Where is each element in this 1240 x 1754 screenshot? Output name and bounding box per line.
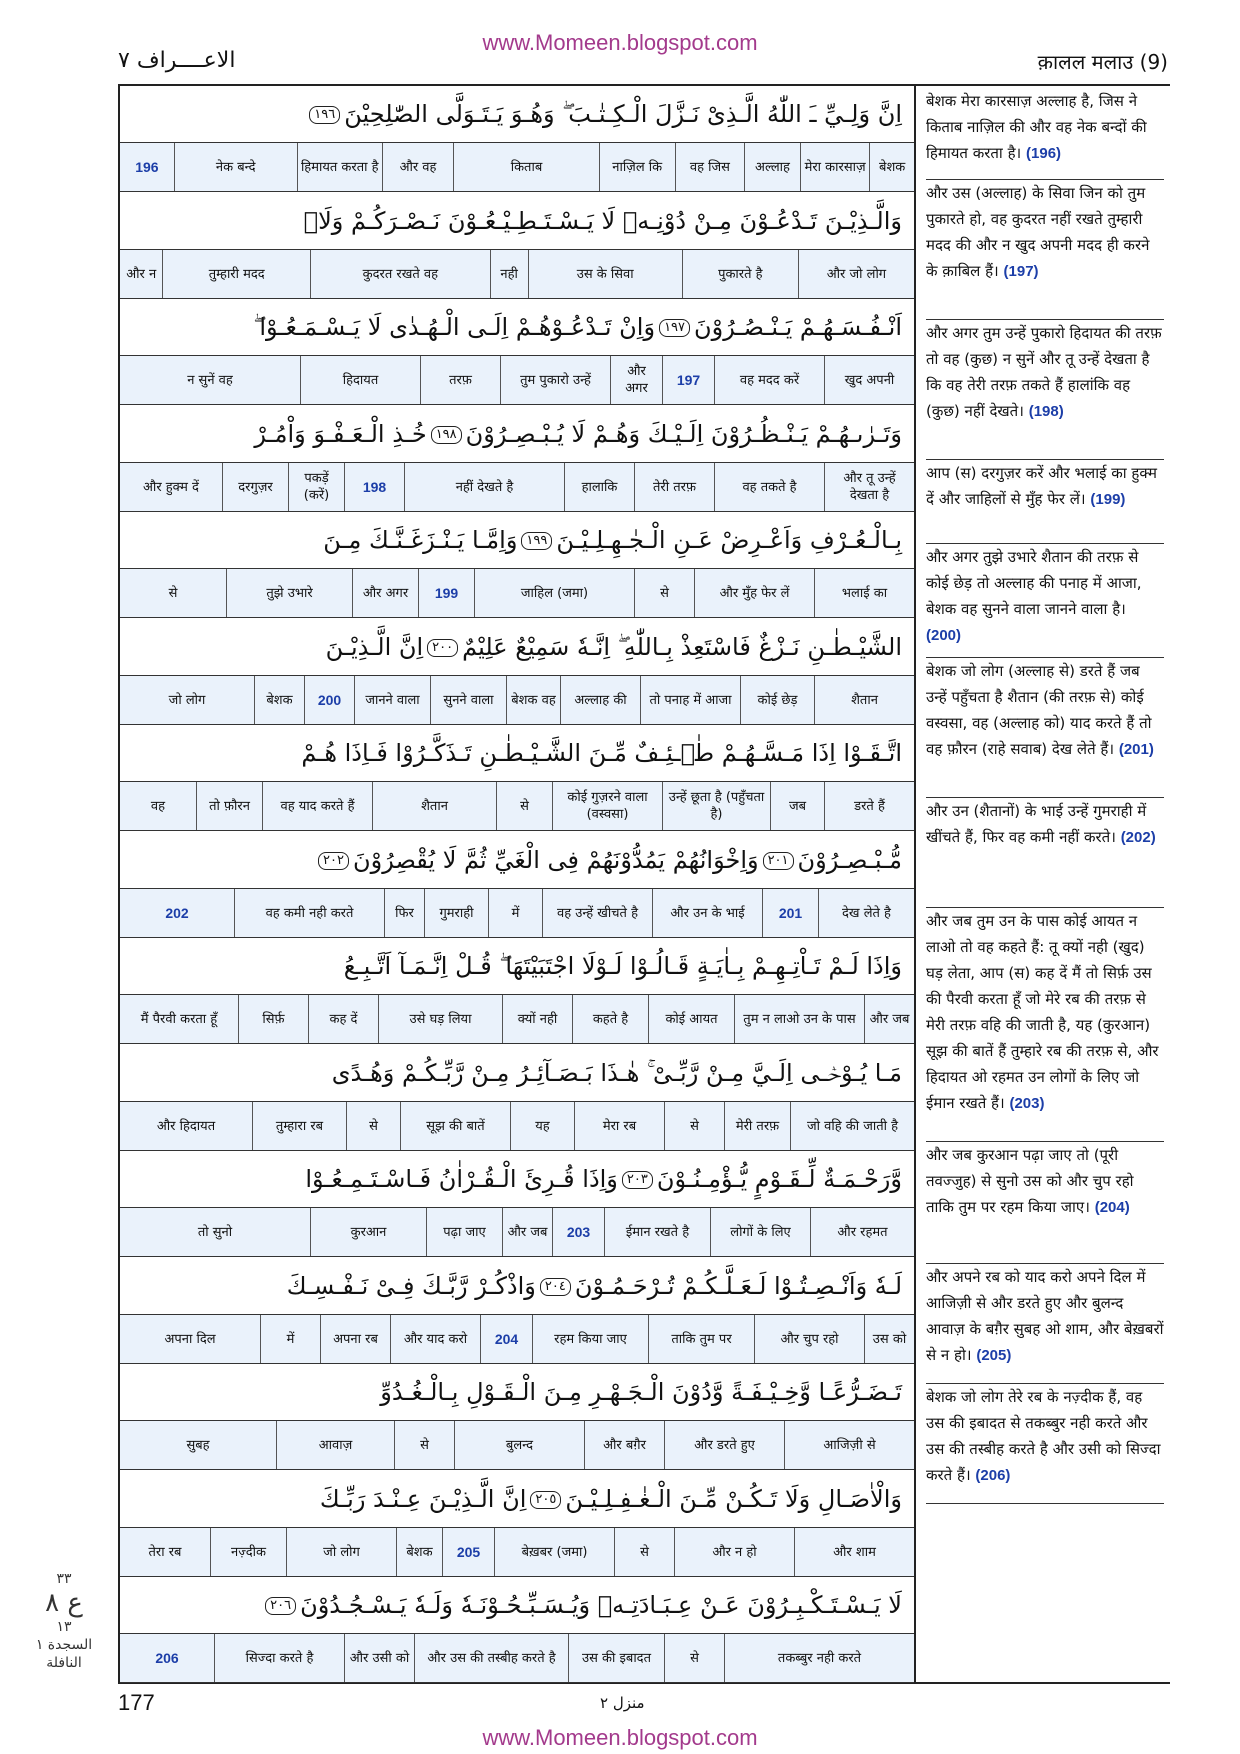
arabic-line (120, 1471, 914, 1528)
word-translation-cell: जानने वाला (354, 676, 430, 724)
word-translation-row (120, 250, 914, 299)
word-translation-cell: में (488, 889, 542, 937)
word-translation-cell: वह उन्हें खीचते है (542, 889, 652, 937)
verse-meaning-text: बेशक जो लोग तेरे रब के नज़्दीक हैं, वह उस की इबादत से तकब्बुर नही करते और उस की तस्बीह करते है और उसी को सिज्दा करते हैं। (926, 1388, 1161, 1484)
ayah-number-marker: ٢٠٤ (540, 1278, 571, 1296)
verse-row (120, 619, 914, 725)
word-translation-cell: अपना रब (320, 1315, 390, 1363)
word-translation-cell: कुरआन (310, 1208, 426, 1256)
word-translation-row (120, 995, 914, 1044)
word-translation-cell: मेरी तरफ़ (724, 1102, 790, 1150)
verse-meaning-number: (202) (1120, 829, 1156, 846)
word-translation-cell: वह कमी नही करते (234, 889, 384, 937)
verse-meaning (926, 460, 1164, 544)
verse-meaning-number: (201) (1118, 741, 1154, 758)
word-translation-row (120, 463, 914, 512)
quran-text-panel (118, 84, 916, 1684)
verse-number-cell: 204 (480, 1315, 532, 1363)
word-translation-cell: कोई आयत (648, 995, 734, 1043)
arabic-line (120, 1045, 914, 1102)
verse-row (120, 1151, 914, 1257)
word-translation-cell: और अगर (610, 356, 662, 404)
word-translation-cell: और चुप रहो (754, 1315, 864, 1363)
arabic-text-continued: وَاِمَّـا يَـنْـزَغَـنَّـكَ مِـنَ (323, 526, 518, 554)
word-translation-cell: वह याद करते हैं (262, 782, 372, 830)
word-translation-cell: सिज्दा करते है (214, 1634, 344, 1682)
word-translation-cell: और उसी को (344, 1634, 414, 1682)
arabic-line (120, 512, 914, 569)
arabic-line (120, 832, 914, 889)
word-translation-cell: बेशक (396, 1528, 442, 1576)
arabic-text: الشَّيْـطٰـنِ نَـزْغٌ فَاسْتَعِذْ بِـاللّٰهِ ۖ اِنَّـهٗ سَمِيْعٌ عَلِيْمٌ (462, 633, 902, 661)
verse-meaning-number: (205) (976, 1347, 1012, 1364)
verse-meaning-text: बेशक मेरा कारसाज़ अल्लाह है, जिस ने किताब नाज़िल की और वह नेक बन्दों की हिमायत करता है। (926, 92, 1147, 162)
ayah-number-marker: ٢٠١ (763, 852, 794, 870)
verse-meaning (926, 544, 1164, 658)
word-translation-row (120, 889, 914, 938)
manzil-label: منزل ٢ (600, 1694, 645, 1712)
word-translation-cell: बेशक (869, 143, 914, 191)
word-translation-cell: नाज़िल कि (599, 143, 675, 191)
word-translation-cell: से (394, 1421, 454, 1469)
arabic-text: وَاِذَا لَـمْ تَـاْتِـهِـمْ بِـاٰيَـةٍ قَـالُـوْا لَـوْلَا اجْتَبَيْتَهَا ۖ قُـلْ اِنَّـمَـآ اَتَّـبِـعُ (343, 952, 902, 980)
verse-meaning (926, 1264, 1164, 1384)
word-translation-row (120, 676, 914, 725)
word-translation-cell: और रहमत (810, 1208, 914, 1256)
word-translation-cell: आजिज़ी से (784, 1421, 914, 1469)
verse-row (120, 1471, 914, 1577)
word-translation-cell: वह तकते है (714, 463, 824, 511)
word-translation-cell: भलाई का (814, 569, 914, 617)
word-translation-cell: वह (150, 798, 166, 814)
word-translation-cell: न सुनें वह (187, 372, 233, 388)
verse-meaning-number: (196) (1026, 145, 1062, 162)
arabic-line (120, 619, 914, 676)
arabic-text: بِـالْـعُـرْفِ وَاَعْـرِضْ عَـنِ الْـجٰـهِـلِـيْـنَ (556, 526, 902, 554)
word-translation-cell: नज़्दीक (210, 1528, 286, 1576)
verse-number-cell: 205 (442, 1528, 494, 1576)
word-translation-cell: तुम पुकारो उन्हें (500, 356, 610, 404)
word-translation-cell: कुदरत रखते वह (310, 250, 489, 298)
word-translation-cell: हालाकि (564, 463, 634, 511)
word-translation-cell: सुबह (186, 1437, 210, 1453)
word-translation-cell: लोगों के लिए (710, 1208, 810, 1256)
word-translation-cell: से (614, 1528, 674, 1576)
word-translation-row (120, 1315, 914, 1364)
word-translation-cell: तो पनाह में आजा (640, 676, 740, 724)
word-translation-cell: जाहिल (जमा) (474, 569, 634, 617)
verse-meaning-text: और अगर तुझे उभारे शैतान की तरफ़ से कोई छेड़ तो अल्लाह की पनाह में आजा, बेशक वह सुनने वाला जानने वाला है। (926, 548, 1142, 618)
arabic-line (120, 1577, 914, 1634)
word-translation-cell: तरफ़ (420, 356, 500, 404)
word-translation-cell: उस की इबादत (568, 1634, 664, 1682)
verse-meaning-text: और जब कुरआन पढ़ा जाए तो (पूरी तवज्जुह) से सुनो उस को और चुप रहो ताकि तुम पर रहम किया जाए। (926, 1146, 1134, 1216)
verse-meaning (926, 798, 1164, 908)
word-translation-cell: तेरा रब (148, 1544, 182, 1560)
arabic-line (120, 406, 914, 463)
verse-meaning (926, 658, 1164, 798)
verse-meaning-text: और जब तुम उन के पास कोई आयत न लाओ तो वह कहते हैं: तू क्यों नही (खुद) घड़ लेता, आप (स) कह दें मैं तो सिर्फ़ उस की पैरवी करता हूँ जो मेरे रब की तरफ़ से मेरी तरफ़ वहि की जाती है, यह (कुरआन) सूझ की बातें हैं तुम्हारे रब की तरफ़ से, और हिदायत ओ रहमत उन लोगों के लिए जो ईमान रखते हैं। (926, 912, 1159, 1112)
word-translation-cell: खुद अपनी (824, 356, 914, 404)
word-translation-cell: आवाज़ (276, 1421, 394, 1469)
word-translation-cell: फिर (384, 889, 424, 937)
word-translation-cell: और अगर (352, 569, 418, 617)
word-translation-cell: तो सुनो (197, 1224, 233, 1240)
arabic-text: اتَّـقَـوْا اِذَا مَـسَّـهُـمْ طٰۤـئِـفٌ مِّـنَ الشَّـيْـطٰـنِ تَـذَكَّـرُوْا فَـاِذَا هُـمْ (301, 739, 902, 767)
word-translation-cell: से (664, 1634, 724, 1682)
ayah-number-marker: ١٩٩ (521, 532, 552, 550)
arabic-line (120, 193, 914, 250)
word-translation-cell: दरगुज़र (222, 463, 288, 511)
word-translation-cell: और न (126, 266, 157, 282)
arabic-text-continued: وَاِنْ تَـدْعُـوْهُـمْ اِلَـى الْـهُـدٰى لَا يَـسْـمَـعُـوْا ۖ (253, 313, 656, 341)
word-translation-cell: और जो लोग (798, 250, 914, 298)
arabic-text: وَالَّـذِيْـنَ تَـدْعُـوْنَ مِـنْ دُوْنِـهٖ لَا يَـسْـتَـطِـيْـعُـوْنَ نَـصْـرَكُـمْ وَلَاۤ (303, 207, 902, 235)
word-translation-cell: कोई गुज़रने वाला (वस्वसा) (552, 782, 662, 830)
word-translation-cell: डरते हैं (824, 782, 914, 830)
word-translation-cell: और जब (864, 995, 914, 1043)
verse-meaning-text: और अपने रब को याद करो अपने दिल में आजिज़ी से और डरते हुए और बुलन्द आवाज़ के बग़ैर सुबह ओ शाम, और बेख़बरों से न हो। (926, 1268, 1164, 1364)
ayah-number-marker: ٢٠٠ (427, 639, 458, 657)
ruku-marker-num: ١٣ (56, 1619, 72, 1635)
word-translation-cell: और वह (382, 143, 454, 191)
word-translation-row (120, 782, 914, 831)
verse-row (120, 1364, 914, 1470)
verse-row (120, 512, 914, 618)
word-translation-cell: वह मदद करें (714, 356, 824, 404)
word-translation-cell: और बग़ैर (584, 1421, 664, 1469)
verse-meaning (926, 1142, 1164, 1264)
verse-meaning-text: बेशक जो लोग (अल्लाह से) डरते हैं जब उन्हें पहुँचता है शैतान (की तरफ़ से) कोई वस्वसा, वह (अल्लाह को) याद करते हैं तो वह फ़ौरन (राहे सवाब) देख लेते हैं। (926, 662, 1152, 758)
verse-meaning (926, 1384, 1164, 1504)
verse-meaning-number: (200) (926, 627, 962, 644)
word-translation-row (120, 143, 914, 192)
verse-number-cell: 203 (552, 1208, 604, 1256)
verse-number-cell: 199 (418, 569, 474, 617)
word-translation-cell: में (260, 1315, 320, 1363)
verse-meaning-number: (197) (1003, 263, 1039, 280)
word-translation-cell: कहते है (572, 995, 648, 1043)
word-translation-cell: जब (770, 782, 824, 830)
word-translation-cell: हिदायत (300, 356, 420, 404)
arabic-line (120, 299, 914, 356)
ruku-marker (32, 1570, 96, 1672)
verse-meaning-number: (203) (1009, 1095, 1045, 1112)
verse-meaning-number: (199) (1090, 491, 1126, 508)
ayah-number-marker: ١٩٧ (659, 319, 690, 337)
ayah-number-marker: ١٩٦ (309, 106, 340, 124)
ayah-number-marker: ٢٠٣ (622, 1171, 653, 1189)
arabic-text: وَّرَحْـمَـةٌ لِّـقَـوْمٍ يُّـؤْمِـنُـوْنَ (656, 1165, 902, 1193)
word-translation-cell: पढ़ा जाए (426, 1208, 502, 1256)
ayah-number-marker: ١٩٨ (431, 426, 462, 444)
word-translation-cell: तो फ़ौरन (196, 782, 262, 830)
ruku-marker-top: ٣٣ (56, 1571, 72, 1587)
verse-meaning-text: और अगर तुम उन्हें पुकारो हिदायत की तरफ़ तो वह (कुछ) न सुनें और तू उन्हें देखता है कि वह तेरी तरफ़ तकते हैं हालांकि वह (कुछ) नहीं देखते। (926, 324, 1162, 420)
word-translation-cell: बुलन्द (454, 1421, 584, 1469)
para-name: क़ालल मलाउ (9) (1037, 50, 1168, 74)
ayah-number-marker: ٢٠٥ (530, 1491, 561, 1509)
top-url[interactable]: www.Momeen.blogspot.com (482, 30, 758, 55)
word-translation-cell: बेख़बर (जमा) (494, 1528, 614, 1576)
word-translation-cell: और याद करो (390, 1315, 480, 1363)
word-translation-cell: नहीं देखते है (404, 463, 564, 511)
word-translation-cell: यह (510, 1102, 574, 1150)
word-translation-cell: उस को (864, 1315, 914, 1363)
arabic-text-continued: وَاذْكُـرْ رَّبَّـكَ فِـىْ نَـفْـسِـكَ (286, 1272, 536, 1300)
word-translation-cell: और उस की तस्बीह करते है (414, 1634, 568, 1682)
word-translation-row (120, 356, 914, 405)
word-translation-cell: और उन के भाई (652, 889, 762, 937)
word-translation-cell: बेशक वह (506, 676, 560, 724)
word-translation-cell: सिर्फ़ (238, 995, 308, 1043)
word-translation-cell: पुकारते है (682, 250, 798, 298)
word-translation-cell: सूझ की बातें (400, 1102, 510, 1150)
word-translation-cell: उसे घड़ लिया (378, 995, 502, 1043)
arabic-text-continued: وَاِخْوَانُهُمْ يَمُدُّوْنَهُمْ فِى الْغَيِّ ثُمَّ لَا يُقْصِرُوْنَ (353, 846, 759, 874)
verse-meaning-number: (198) (1028, 403, 1064, 420)
word-translation-cell: तुम्हारा रब (252, 1102, 346, 1150)
word-translation-row (120, 1208, 914, 1257)
word-translation-cell: और डरते हुए (664, 1421, 784, 1469)
arabic-text-continued: وَاِذَا قُـرِئَ الْـقُـرْاٰنُ فَـاسْـتَـمِـعُـوْا (305, 1165, 618, 1193)
word-translation-cell: से (634, 569, 694, 617)
word-translation-cell: शैतान (814, 676, 914, 724)
word-translation-cell: मेरा रब (574, 1102, 664, 1150)
word-translation-cell: नही (490, 250, 528, 298)
arabic-line (120, 1151, 914, 1208)
word-translation-cell: वह जिस (675, 143, 744, 191)
verse-row (120, 1258, 914, 1364)
verse-meaning (926, 908, 1164, 1142)
verse-number-cell: 206 (155, 1649, 179, 1666)
word-translation-cell: जो वहि की जाती है (790, 1102, 914, 1150)
arabic-text: لَا يَـسْـتَـكْـبِـرُوْنَ عَـنْ عِـبَـادَتِـهٖ وَيُـسَـبِّـحُـوْنَـهٗ وَلَـهٗ يَـسْـجُـدُوْنَ (300, 1591, 902, 1619)
verse-number-cell: 201 (762, 889, 818, 937)
verse-meaning (926, 88, 1164, 180)
word-translation-row (120, 569, 914, 618)
word-translation-cell: सुनने वाला (430, 676, 506, 724)
word-translation-cell: तुम्हारी मदद (162, 250, 310, 298)
arabic-text: مَـا يُـوْحٰۤـى اِلَـيَّ مِـنْ رَّبِّـىْ ۚ هٰـذَا بَـصَـآئِـرُ مِـنْ رَّبِّـكُـمْ وَهُـدًى (331, 1059, 902, 1087)
verse-row (120, 938, 914, 1044)
word-translation-cell: मेरा कारसाज़ (800, 143, 869, 191)
verse-row (120, 1577, 914, 1683)
arabic-line (120, 86, 914, 143)
word-translation-cell: मैं पैरवी करता हूँ (140, 1011, 218, 1027)
word-translation-cell: कोई छेड़ (740, 676, 814, 724)
ayah-number-marker: ٢٠٦ (265, 1597, 296, 1615)
ayah-number-marker: ٢٠٢ (318, 852, 349, 870)
word-translation-cell: अल्लाह की (560, 676, 640, 724)
verse-number-cell: 200 (304, 676, 354, 724)
verse-meaning-text: आप (स) दरगुज़र करें और भलाई का हुक्म दें और जाहिलों से मुँह फेर लें। (926, 464, 1157, 508)
arabic-text: مُّـبْـصِـرُوْنَ (797, 846, 902, 874)
verse-row (120, 832, 914, 938)
bottom-url[interactable]: www.Momeen.blogspot.com (482, 1725, 758, 1750)
word-translation-cell: पकड़ें (करें) (288, 463, 344, 511)
verse-meaning-number: (206) (975, 1467, 1011, 1484)
verse-number-cell: 196 (135, 158, 159, 175)
word-translation-row (120, 1421, 914, 1470)
word-translation-row (120, 1634, 914, 1683)
verse-number-cell: 197 (662, 356, 714, 404)
verse-row (120, 193, 914, 299)
verse-row (120, 86, 914, 192)
word-translation-cell: कह दें (308, 995, 378, 1043)
arabic-text: اِنَّ وَلِـيِّ ـَ اللّٰهُ الَّـذِىْ نَـزَّلَ الْـكِـتٰـبَ ۖ وَهُـوَ يَـتَـوَلَّى الصّٰلِحِيْنَ (344, 100, 902, 128)
word-translation-cell: और तू उन्हें देखता है (824, 463, 914, 511)
word-translation-cell: तुझे उभारे (226, 569, 352, 617)
verse-meaning-text: और उस (अल्लाह) के सिवा जिन को तुम पुकारते हो, वह कुदरत नहीं रखते तुम्हारी मदद की और न खुद अपनी मदद ही करने के क़ाबिल हैं। (926, 184, 1150, 280)
word-translation-row (120, 1528, 914, 1577)
arabic-line (120, 1258, 914, 1315)
word-translation-cell: नेक बन्दे (174, 143, 297, 191)
word-translation-cell: से (346, 1102, 400, 1150)
word-translation-cell: ताकि तुम पर (648, 1315, 754, 1363)
word-translation-row (120, 1102, 914, 1151)
word-translation-cell: रहम किया जाए (532, 1315, 648, 1363)
word-translation-cell: ईमान रखते है (604, 1208, 710, 1256)
translation-panel (916, 84, 1170, 1684)
word-translation-cell: अपना दिल (164, 1331, 216, 1347)
word-translation-cell: तुम न लाओ उन के पास (734, 995, 864, 1043)
word-translation-cell: उन्हें छूता है (पहुँचता है) (662, 782, 770, 830)
verse-meaning-number: (204) (1094, 1199, 1130, 1216)
ruku-marker-main: ع ٨ (45, 1588, 83, 1618)
word-translation-cell: और न हो (674, 1528, 794, 1576)
word-translation-cell: से (168, 585, 178, 601)
word-translation-cell: अल्लाह (744, 143, 800, 191)
verse-number-cell: 202 (165, 904, 189, 921)
verse-meaning (926, 320, 1164, 460)
verse-row (120, 299, 914, 405)
verse-row (120, 725, 914, 831)
word-translation-cell: और शाम (794, 1528, 914, 1576)
arabic-text-continued: اِنَّ الَّـذِيْـنَ عِـنْـدَ رَبِّـكَ (319, 1485, 527, 1513)
word-translation-cell: गुमराही (424, 889, 488, 937)
word-translation-cell: तेरी तरफ़ (634, 463, 714, 511)
word-translation-cell: शैतान (372, 782, 496, 830)
arabic-text: تَـضَـرُّعًـا وَّخِـيْـفَـةً وَّدُوْنَ الْـجَـهْـرِ مِـنَ الْـقَـوْلِ بِـالْـغُـدُوِّ (380, 1378, 902, 1406)
word-translation-cell: देख लेते है (818, 889, 914, 937)
word-translation-cell: किताब (453, 143, 598, 191)
word-translation-cell: और जब (502, 1208, 552, 1256)
word-translation-cell: और हुक्म दें (143, 479, 199, 495)
verse-row (120, 1045, 914, 1151)
arabic-line (120, 1364, 914, 1421)
arabic-text: لَـهٗ وَاَنْـصِـتُـوْا لَـعَـلَّـكُـمْ تُـرْحَـمُـوْنَ (574, 1272, 902, 1300)
arabic-text: اَنْـفُـسَـهُـمْ يَـنْـصُـرُوْنَ (694, 313, 902, 341)
arabic-text: وَتَـرٰىـهُـمْ يَـنْـظُـرُوْنَ اِلَـيْـكَ وَهُـمْ لَا يُـبْـصِـرُوْنَ (465, 420, 902, 448)
word-translation-cell: बेशक (254, 676, 304, 724)
verse-meaning-text: और उन (शैतानों) के भाई उन्हें गुमराही में खींचते हैं, फिर वह कमी नहीं करते। (926, 802, 1147, 846)
verse-number-cell: 198 (344, 463, 404, 511)
word-translation-cell: से (664, 1102, 724, 1150)
arabic-text: وَالْاٰصَـالِ وَلَا تَـكُـنْ مِّـنَ الْـغٰـفِـلِـيْـنَ (565, 1485, 902, 1513)
sajda-marker: السجدة ١ (35, 1637, 93, 1653)
arabic-line (120, 938, 914, 995)
arabic-text-continued: خُـذِ الْـعَـفْـوَ وَاْمُـرْ (254, 420, 427, 448)
word-translation-cell: तकब्बुर नही करते (724, 1634, 914, 1682)
word-translation-cell: उस के सिवा (528, 250, 682, 298)
verse-row (120, 406, 914, 512)
word-translation-cell: और मुँह फेर लें (694, 569, 814, 617)
arabic-text-continued: اِنَّ الَّـذِيْـنَ (325, 633, 424, 661)
word-translation-cell: और हिदायत (156, 1118, 216, 1134)
word-translation-cell: जो लोग (286, 1528, 396, 1576)
word-translation-cell: क्यों नही (502, 995, 572, 1043)
verse-meaning (926, 180, 1164, 320)
page-number: 177 (118, 1690, 155, 1715)
word-translation-cell: जो लोग (168, 692, 206, 708)
sajda-marker-sub: النافلة (46, 1655, 82, 1671)
arabic-line (120, 725, 914, 782)
surah-name: الاعــــراف ٧ (118, 48, 236, 73)
word-translation-cell: से (496, 782, 552, 830)
word-translation-cell: हिमायत करता है (297, 143, 382, 191)
